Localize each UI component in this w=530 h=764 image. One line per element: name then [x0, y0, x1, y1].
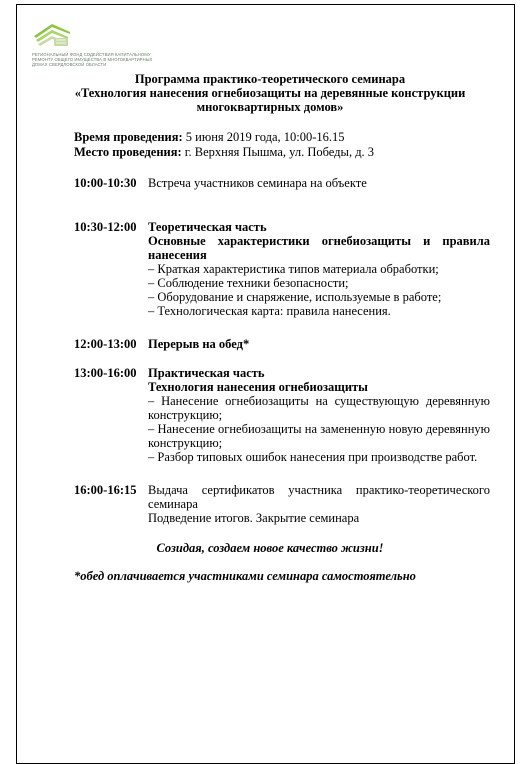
place-value: г. Верхняя Пышма, ул. Победы, д. 3	[181, 145, 375, 159]
date-value: 5 июня 2019 года, 10:00-16.15	[182, 130, 345, 144]
session-block	[148, 176, 490, 190]
session-text: Подведение итогов. Закрытие семинара	[148, 511, 360, 525]
session-item-cont: конструкцию;	[148, 436, 223, 450]
session-item: – Разбор типовых ошибок нанесения при производстве работ.	[148, 450, 478, 464]
session-subheading: Основные характеристики огнебиозащиты и правила	[148, 234, 490, 248]
title-line: многоквартирных домов»	[196, 100, 344, 114]
logo-caption-line: РЕМОНТУ ОБЩЕГО ИМУЩЕСТВА В МНОГОКВАРТИРНЫХ	[32, 57, 153, 62]
session-block	[148, 337, 490, 351]
session-subheading: Технология нанесения огнебиозащиты	[148, 380, 368, 394]
session-text: семинара	[148, 497, 198, 511]
session-time: 10:00-10:30	[74, 176, 137, 190]
session-text: Встреча участников семинара на объекте	[148, 176, 367, 190]
title-line: Программа практико-теоретического семинара	[134, 72, 406, 86]
place-label: Место проведения:	[74, 145, 182, 159]
footnote: *обед оплачивается участниками семинара самостоятельно	[74, 569, 416, 583]
session-block	[148, 220, 490, 318]
fund-logo	[32, 22, 152, 70]
session-text: Выдача сертификатов участника практико-теоретического	[148, 483, 490, 497]
session-item: – Оборудование и снаряжение, используемые в работе;	[148, 290, 442, 304]
session-time: 16:00-16:15	[74, 483, 137, 497]
session-time: 13:00-16:00	[74, 366, 137, 380]
session-block	[148, 483, 490, 525]
session-item: – Технологическая карта: правила нанесения.	[148, 304, 391, 318]
logo-caption-line: ДОМАХ СВЕРДЛОВСКОЙ ОБЛАСТИ	[32, 62, 107, 67]
session-item: – Соблюдение техники безопасности;	[148, 276, 349, 290]
title-line: «Технология нанесения огнебиозащиты на деревянные конструкции	[74, 86, 466, 100]
session-time: 12:00-13:00	[74, 337, 137, 351]
session-item: – Нанесение огнебиозащиты на замененную новую деревянную	[148, 422, 490, 436]
document-title	[60, 72, 480, 114]
event-place	[74, 145, 494, 159]
house-logo-icon	[32, 22, 76, 48]
event-date	[74, 130, 494, 144]
session-heading: Теоретическая часть	[148, 220, 267, 234]
session-time: 10:30-12:00	[74, 220, 137, 234]
session-item: – Нанесение огнебиозащиты на существующую деревянную	[148, 394, 490, 408]
session-item-cont: конструкцию;	[148, 408, 223, 422]
session-block	[148, 366, 490, 464]
date-label: Время проведения:	[74, 130, 183, 144]
logo-caption-line: РЕГИОНАЛЬНЫЙ ФОНД СОДЕЙСТВИЯ КАПИТАЛЬНОМУ	[32, 52, 151, 57]
session-heading: Перерыв на обед*	[148, 337, 250, 351]
session-heading: Практическая часть	[148, 366, 265, 380]
session-item: – Краткая характеристика типов материала обработки;	[148, 262, 439, 276]
slogan: Созидая, создаем новое качество жизни!	[156, 541, 384, 555]
logo-caption	[32, 52, 162, 67]
session-subheading: нанесения	[148, 248, 207, 262]
